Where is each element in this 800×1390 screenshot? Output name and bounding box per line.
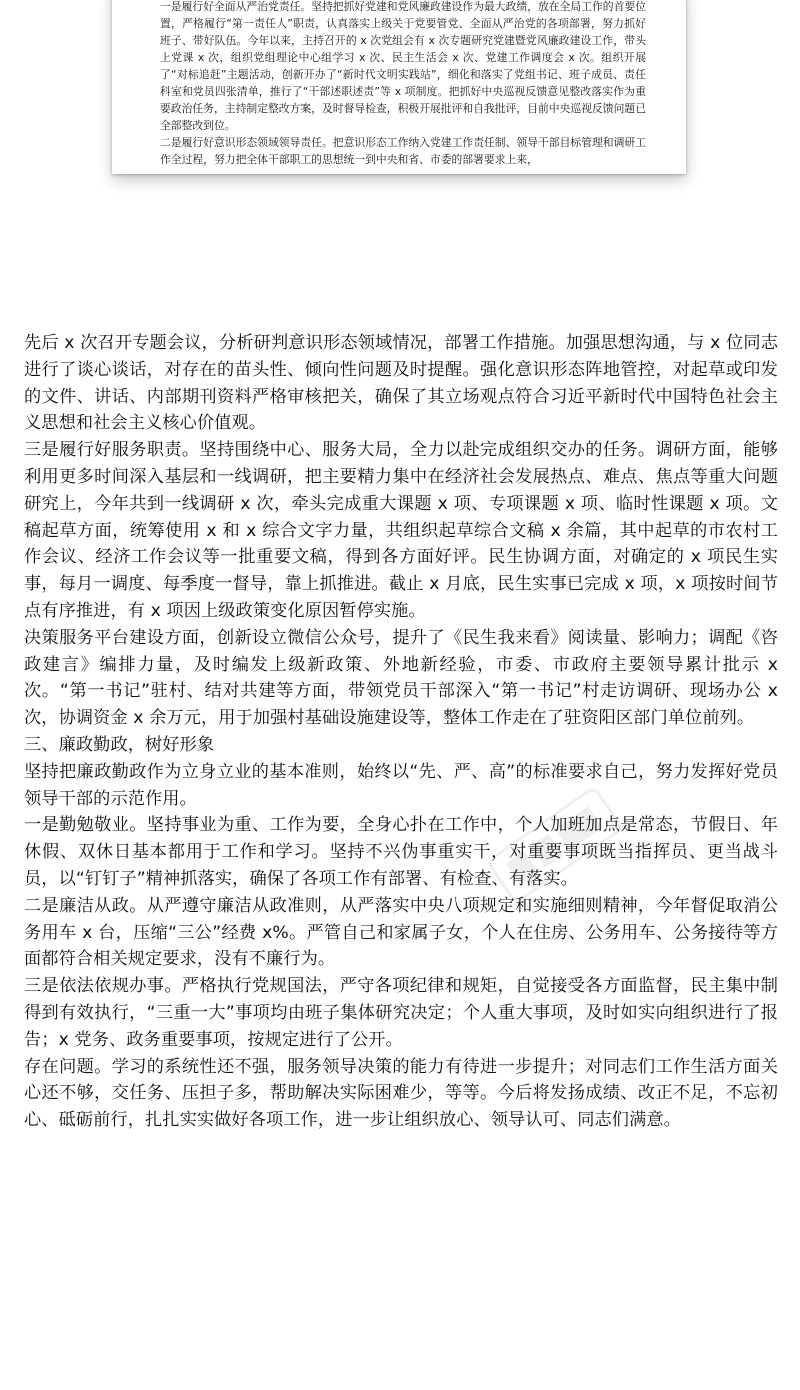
section-heading: 三、廉政勤政，树好形象: [24, 734, 215, 755]
thumbnail-paragraph: 一是履行好全面从严治党责任。坚持把抓好党建和党风廉政建设作为最大政绩，放在全局工作的首要位置，严格履行“第一责任人”职责，认真落实上级关于党要管党、全面从严治党的各项部署，努力抓好班子、带好队伍。今年以来，主持召开的 x 次党组会有 x 次专题研究党建暨党风廉政建设工作，带头上党课 x 次，组织党组理论中心组学习 x 次、民主生活会 x 次、党建工作调度会 x 次。组织开展了“对标追赶”主题活动，创新开办了“新时代文明实践站”，细化和落实了党组书记、班子成员、责任科室和党员四张清单，推行了“干部述职述责”等 x 项制度。把抓好中央巡视反馈意见整改落实作为重要政治任务，主持制定整改方案，及时督导检查，积极开展批评和自我批评，目前中央巡视反馈问题已全部整改到位。: [160, 0, 646, 132]
body-paragraph: 先后 x 次召开专题会议，分析研判意识形态领域情况，部署工作措施。加强思想沟通，与 x 位同志进行了谈心谈话，对存在的苗头性、倾向性问题及时提醒。强化意识形态阵地管控，对起草或印发的文件、讲话、内部期刊资料严格审核把关，确保了其立场观点符合习近平新时代中国特色社会主义思想和社会主义核心价值观。: [24, 333, 778, 434]
body-paragraph: 存在问题。学习的系统性还不强，服务领导决策的能力有待进一步提升；对同志们工作生活方面关心还不够，交任务、压担子多，帮助解决实际困难少，等等。今后将发扬成绩、改正不足，不忘初心、砥砺前行，扎扎实实做好各项工作，进一步让组织放心、领导认可、同志们满意。: [24, 1056, 778, 1131]
thumbnail-text: [160, 0, 646, 168]
document-body: [24, 330, 778, 1134]
body-paragraph: 三是履行好服务职责。坚持围绕中心、服务大局，全力以赴完成组织交办的任务。调研方面，能够利用更多时间深入基层和一线调研，把主要精力集中在经济社会发展热点、难点、焦点等重大问题研究上，今年共到一线调研 x 次，牵头完成重大课题 x 项、专项课题 x 项、临时性课题 x 项。文稿起草方面，统筹使用 x 和 x 综合文字力量，共组织起草综合文稿 x 余篇，其中起草的市农村工作会议、经济工作会议等一批重要文稿，得到各方面好评。民生协调方面，对确定的 x 项民生实事，每月一调度、每季度一督导，靠上抓推进。截止 x 月底，民生实事已完成 x 项，x 项按时间节点有序推进，有 x 项因上级政策变化原因暂停实施。: [24, 440, 778, 621]
body-paragraph: 坚持把廉政勤政作为立身立业的基本准则，始终以“先、严、高”的标准要求自己，努力发挥好党员领导干部的示范作用。: [24, 761, 778, 809]
body-paragraph: 一是勤勉敬业。坚持事业为重、工作为要，全身心扑在工作中，个人加班加点是常态，节假日、年休假、双休日基本都用于工作和学习。坚持不兴伪事重实干，对重要事项既当指挥员、更当战斗员，以“钉钉子”精神抓落实，确保了各项工作有部署、有检查、有落实。: [24, 815, 778, 889]
document-preview-area: [0, 0, 800, 200]
body-paragraph: 决策服务平台建设方面，创新设立微信公众号，提升了《民生我来看》阅读量、影响力；调配《咨政建言》编排力量，及时编发上级新政策、外地新经验，市委、市政府主要领导累计批示 x 次。“第一书记”驻村、结对共建等方面，带领党员干部深入“第一书记”村走访调研、现场办公 x 次，协调资金 x 余万元，用于加强村基础设施建设等，整体工作走在了驻资阳区部门单位前列。: [24, 627, 778, 729]
thumbnail-paragraph: 二是履行好意识形态领域领导责任。把意识形态工作纳入党建工作责任制、领导干部目标管理和调研工作全过程，努力把全体干部职工的思想统一到中央和省、市委的部署要求上来，: [160, 136, 646, 166]
document-page-thumbnail: [112, 0, 686, 174]
body-paragraph: 二是廉洁从政。从严遵守廉洁从政准则，从严落实中央八项规定和实施细则精神，今年督促取消公务用车 x 台，压缩“三公”经费 x%。严管自己和家属子女，个人在住房、公务用车、公务接待等方面都符合相关规定要求，没有不廉行为。: [24, 895, 778, 970]
body-paragraph: 三是依法依规办事。严格执行党规国法，严守各项纪律和规矩，自觉接受各方面监督，民主集中制得到有效执行，“三重一大”事项均由班子集体研究决定；个人重大事项，及时如实向组织进行了报告；x 党务、政务重要事项，按规定进行了公开。: [24, 976, 778, 1050]
